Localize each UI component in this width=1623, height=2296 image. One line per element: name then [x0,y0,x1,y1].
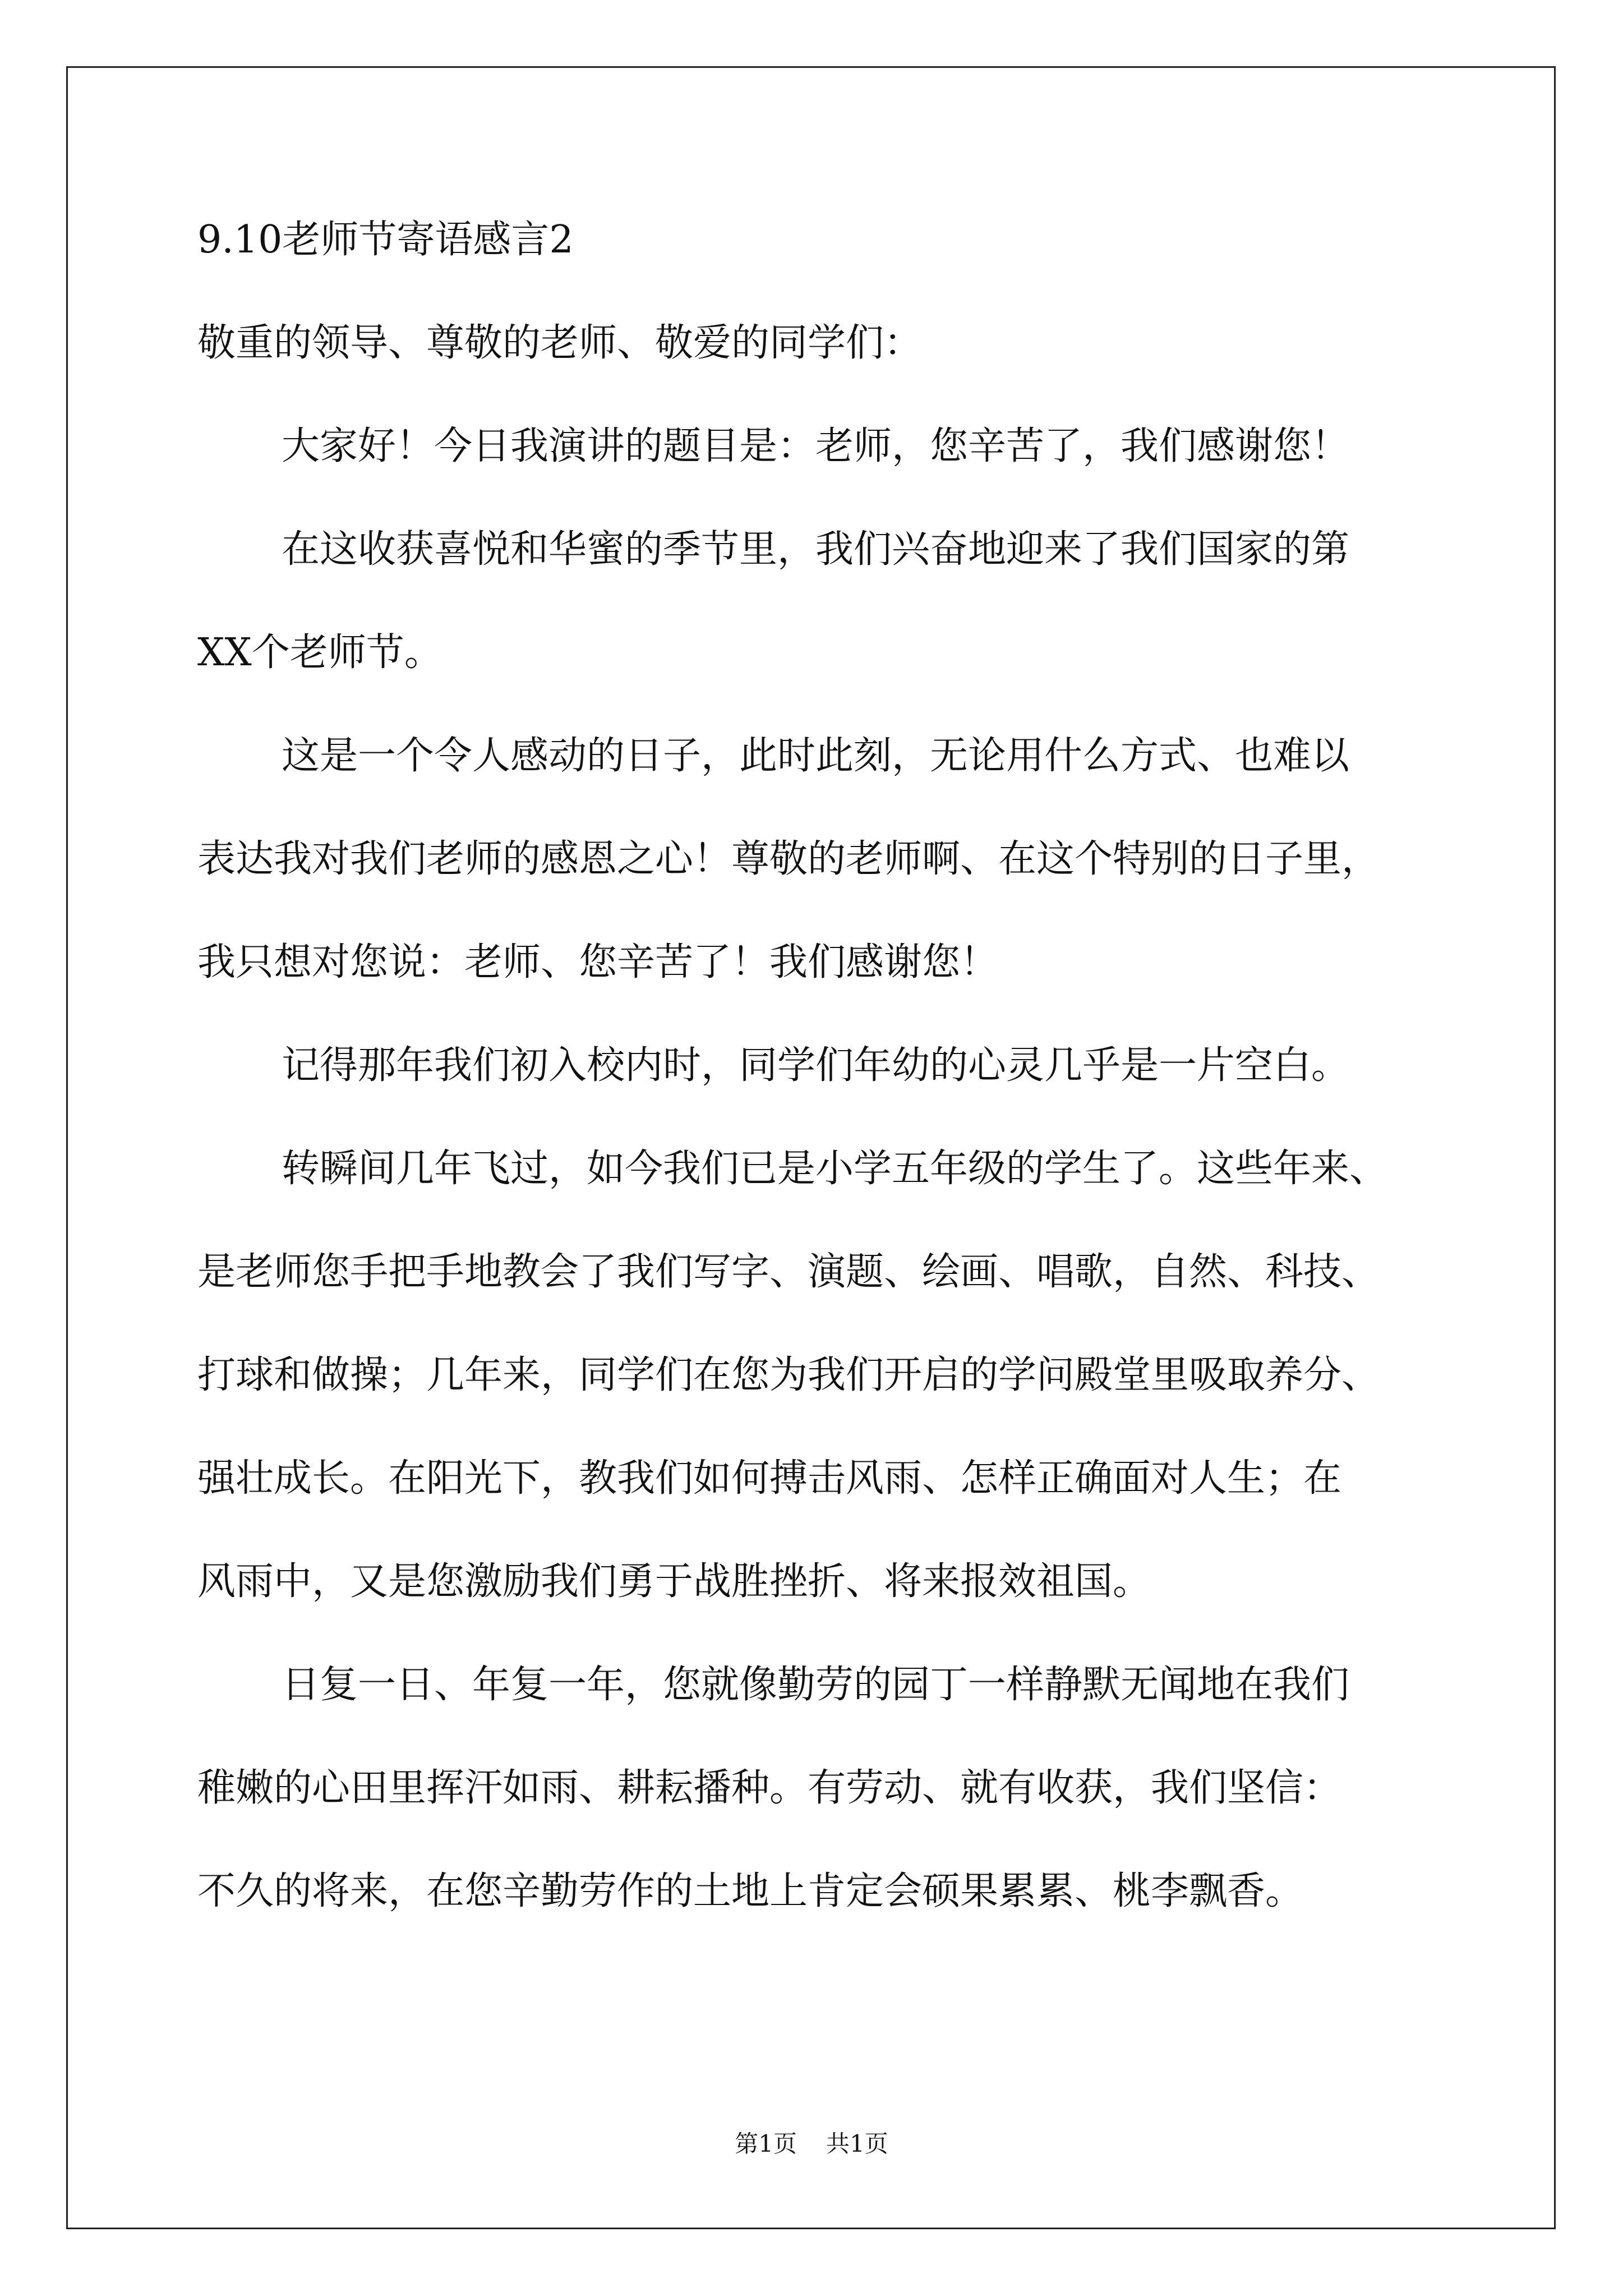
page-footer [0,2127,1623,2161]
greeting: 敬重的领导、尊敬的老师、敬爱的同学们： [197,321,923,365]
paragraph [197,1039,1426,1093]
paragraph-line: 风雨中，又是您激励我们勇于战胜挫折、将来报效祖国。 [197,1559,1151,1604]
page-total: 共1页 [826,2130,888,2157]
paragraph-line: 这是一个令人感动的日子，此时此刻，无论用什么方式、也难以 [282,734,1350,778]
paragraph-line: 稚嫩的心田里挥汗如雨、耕耘播种。有劳动、就有收获，我们坚信： [197,1766,1342,1810]
paragraph-line: 表达我对我们老师的感恩之心！尊敬的老师啊、在这个特别的日子里， [197,837,1380,881]
paragraph [197,420,1426,473]
paragraph-line: 转瞬间几年飞过，如今我们已是小学五年级的学生了。这些年来、 [282,1147,1388,1191]
page-number: 第1页 [735,2130,797,2157]
paragraph-line: 强壮成长。在阳光下，教我们如何搏击风雨、怎样正确面对人生；在 [197,1456,1342,1501]
paragraph-line: 记得那年我们初入校内时，同学们年幼的心灵几乎是一片空白。 [282,1043,1350,1088]
paragraph-line: 在这收获喜悦和华蜜的季节里，我们兴奋地迎来了我们国家的第 [282,527,1350,572]
paragraph-line: 日复一日、年复一年，您就像勤劳的园丁一样静默无闻地在我们 [282,1663,1350,1707]
paragraph-line: XX个老师节。 [197,631,442,675]
paragraph-line: 我只想对您说：老师、您辛苦了！我们感谢您！ [197,940,999,984]
document-body [197,213,1426,1968]
paragraph [197,1142,1426,1609]
paragraph-line: 大家好！今日我演讲的题目是：老师，您辛苦了，我们感谢您！ [282,424,1350,468]
paragraph [197,523,1426,680]
paragraph-line: 不久的将来，在您辛勤劳作的土地上肯定会硕果累累、桃李飘香。 [197,1869,1304,1913]
document-title: 9.10老师节寄语感言2 [197,218,574,262]
paragraph-line: 是老师您手把手地教会了我们写字、演题、绘画、唱歌，自然、科技、 [197,1250,1380,1294]
paragraph [197,729,1426,990]
paragraph [197,1658,1426,1918]
paragraph-line: 打球和做操；几年来，同学们在您为我们开启的学问殿堂里吸取养分、 [197,1353,1380,1397]
